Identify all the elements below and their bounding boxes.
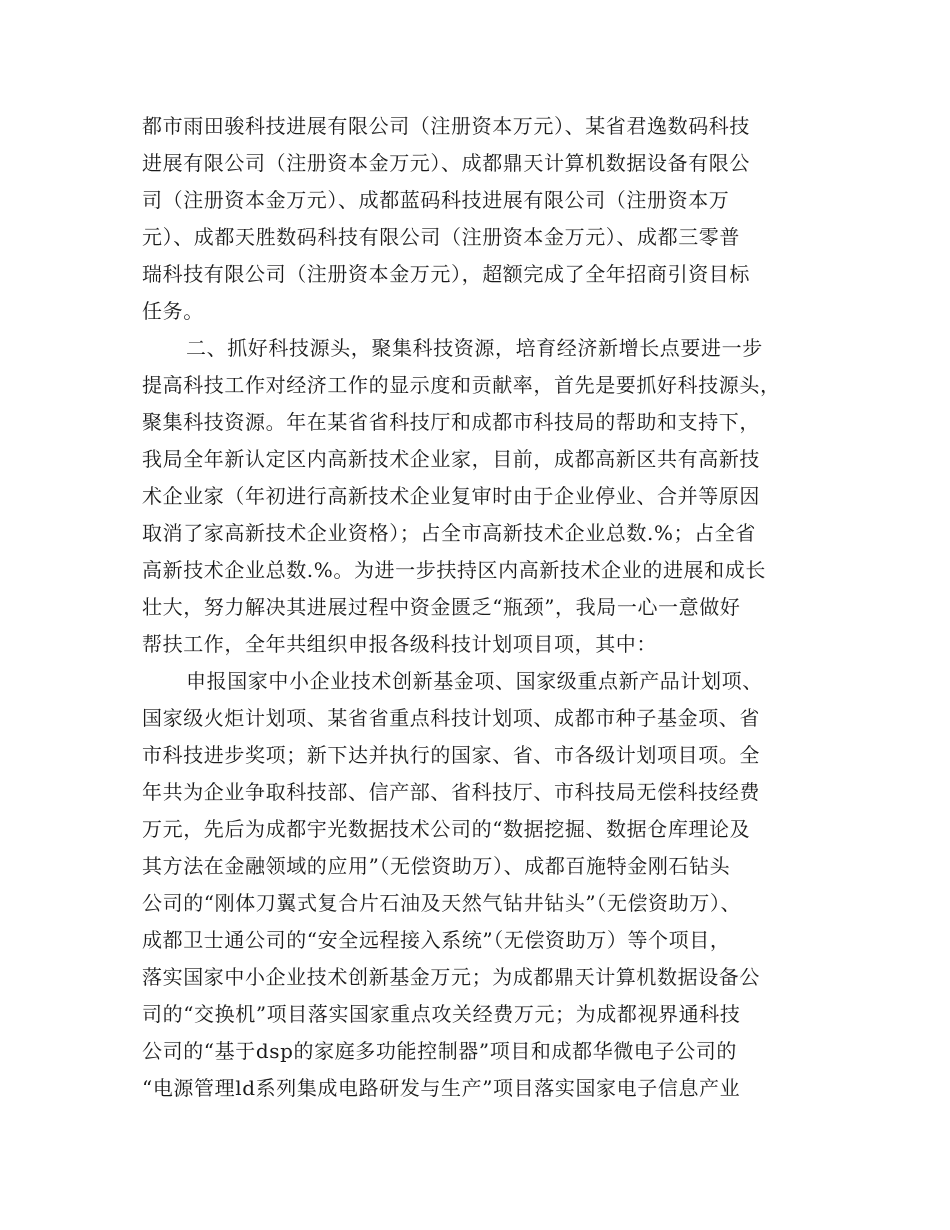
text-line: 落实国家中小企业技术创新基金万元；为成都鼎天计算机数据设备公 <box>142 965 760 989</box>
text-line: 年共为企业争取科技部、信产部、省科技厅、市科技局无偿科技经费 <box>142 780 760 804</box>
text-line: “电源管理ld系列集成电路研发与生产”项目落实国家电子信息产业 <box>142 1076 741 1100</box>
text-line: 元）、成都天胜数码科技有限公司（注册资本金万元）、成都三零普 <box>142 225 740 249</box>
text-line: 国家级火炬计划项、某省省重点科技计划项、成都市种子基金项、省 <box>142 706 760 730</box>
text-line: 都市雨田骏科技进展有限公司（注册资本万元）、某省君逸数码科技 <box>142 114 750 138</box>
text-line: 提高科技工作对经济工作的显示度和贡献率，首先是要抓好科技源头， <box>142 373 781 397</box>
text-line: 高新技术企业总数.%。为进一步扶持区内高新技术企业的进展和成长 <box>142 558 766 582</box>
paragraph-start-line: 二、抓好科技源头，聚集科技资源，培育经济新增长点要进一步 <box>186 336 763 360</box>
text-line: 取消了家高新技术企业资格）；占全市高新技术企业总数.%；占全省 <box>142 521 756 545</box>
text-line: 我局全年新认定区内高新技术企业家，目前，成都高新区共有高新技 <box>142 447 760 471</box>
text-line: 市科技进步奖项；新下达并执行的国家、省、市各级计划项目项。全 <box>142 743 760 767</box>
paragraph-start-line: 申报国家中小企业技术创新基金项、国家级重点新产品计划项、 <box>186 669 763 693</box>
text-line: 万元，先后为成都宇光数据技术公司的“数据挖掘、数据仓库理论及 <box>142 817 751 841</box>
text-line: 进展有限公司（注册资本金万元）、成都鼎天计算机数据设备有限公 <box>142 151 750 175</box>
text-line: 公司的“基于dsp的家庭多功能控制器”项目和成都华微电子公司的 <box>142 1039 737 1063</box>
text-line: 公司的“刚体刀翼式复合片石油及天然气钻井钻头”（无偿资助万）、 <box>142 891 742 915</box>
text-line: 成都卫士通公司的“安全远程接入系统”（无偿资助万）等个项目， <box>142 928 731 952</box>
text-line: 瑞科技有限公司（注册资本金万元），超额完成了全年招商引资目标 <box>142 262 750 286</box>
text-line: 帮扶工作，全年共组织申报各级科技计划项目项，其中： <box>142 632 657 656</box>
text-line: 司的“交换机”项目落实国家重点攻关经费万元；为成都视界通科技 <box>142 1002 741 1026</box>
text-line: 司（注册资本金万元）、成都蓝码科技进展有限公司（注册资本万 <box>142 188 730 212</box>
document-body <box>142 108 822 1107</box>
text-line: 壮大，努力解决其进展过程中资金匮乏“瓶颈”，我局一心一意做好 <box>142 595 741 619</box>
text-line: 任务。 <box>142 299 204 323</box>
text-line: 聚集科技资源。年在某省省科技厅和成都市科技局的帮助和支持下， <box>142 410 760 434</box>
text-line: 其方法在金融领域的应用”（无偿资助万）、成都百施特金刚石钻头 <box>142 854 731 878</box>
text-line: 术企业家（年初进行高新技术企业复审时由于企业停业、合并等原因 <box>142 484 760 508</box>
